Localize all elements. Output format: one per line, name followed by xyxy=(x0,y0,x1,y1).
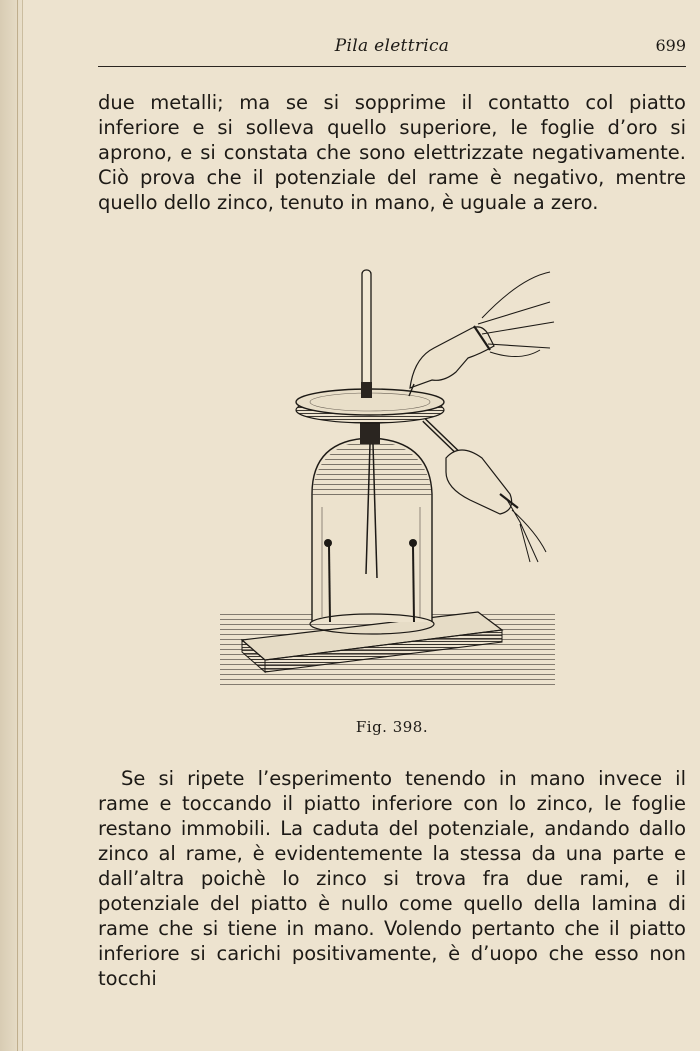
electroscope-engraving xyxy=(220,262,565,694)
insulating-handle xyxy=(361,270,372,398)
page-number: 699 xyxy=(655,36,686,55)
figure-electroscope-illustration xyxy=(220,262,565,694)
page-title: Pila elettrica xyxy=(334,36,450,56)
figure-caption: Fig. 398. xyxy=(355,718,429,736)
paragraph-2: Se si ripete l’esperimento tenendo in mano invece il rame e toccando il piatto inferiore con lo zinco, le foglie restano immobili. La caduta del potenziale, andando dallo zinco al rame, è evidentemente la stessa da una parte e dall’altra poichè lo zinco si trova fra due rami, e il potenziale del piatto è nullo come quello della lamina di rame che si tiene in mano. Volendo pertanto che il piatto inferiore si carichi positivamente, è d’uopo che esso non tocchi xyxy=(98,767,686,990)
page-binding-edge xyxy=(0,0,23,1051)
paragraph-1: due metalli; ma se si sopprime il contatto col piatto inferiore e si solleva quello superiore, le foglie d’oro si aprono, e si constata che sono elettrizzate negativamente. Ciò prova che il potenziale del rame è negativo, mentre quello dello zinco, tenuto in mano, è uguale a zero. xyxy=(98,91,686,214)
header-rule xyxy=(98,66,686,67)
running-head xyxy=(98,36,686,60)
binding-line xyxy=(17,0,18,1051)
upper-hand xyxy=(409,272,554,396)
glass-bell-jar xyxy=(310,422,434,634)
lower-hand-with-wire xyxy=(424,420,546,562)
